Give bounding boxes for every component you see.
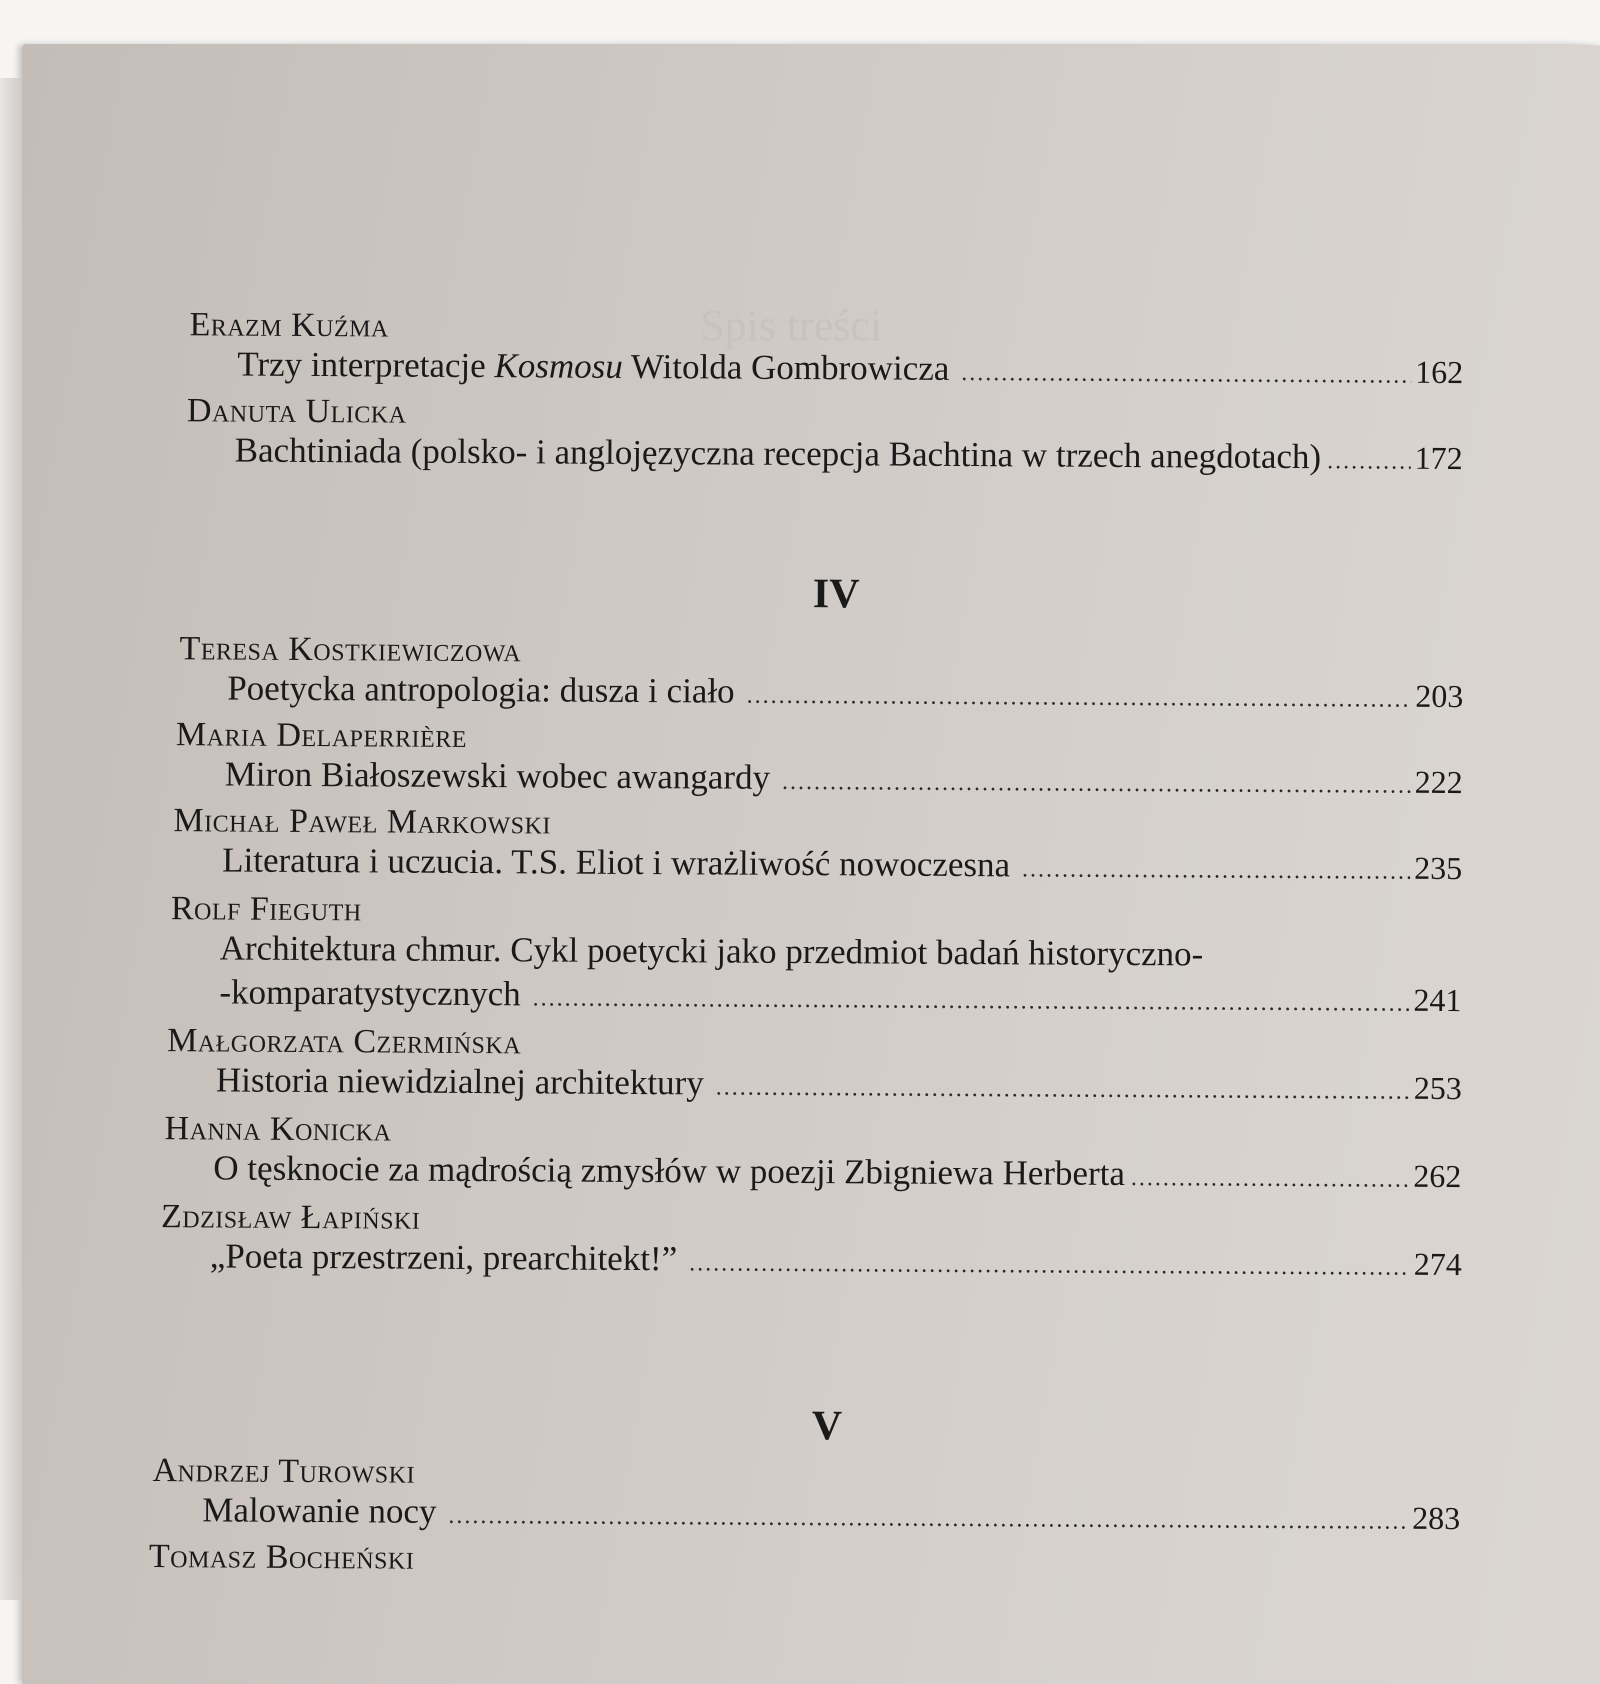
toc-page-number: 283	[1412, 1499, 1461, 1537]
toc-entry	[225, 754, 1463, 802]
leader-dots	[448, 1503, 1408, 1536]
section-heading: IV	[812, 571, 860, 618]
toc-entry	[235, 431, 1463, 479]
toc-author: Hanna Konicka	[164, 1110, 392, 1149]
toc-entry-title: Poetycka antropologia: dusza i ciało	[227, 668, 735, 711]
toc-page-number: 262	[1413, 1157, 1462, 1195]
toc-page-number: 274	[1413, 1245, 1462, 1283]
toc-entry	[210, 1236, 1462, 1284]
toc-page-number: 162	[1415, 353, 1464, 391]
toc-entry-title: Literatura i uczucia. T.S. Eliot i wrażliwość nowoczesna	[222, 840, 1011, 885]
toc-entry-title: O tęsknocie za mądrością zmysłów w poezji Zbigniewa Herberta	[213, 1148, 1126, 1193]
toc-author: Erazm Kuźma	[189, 306, 389, 345]
toc-page-number: 222	[1414, 763, 1463, 801]
leader-dots	[1022, 856, 1410, 885]
toc-author: Rolf Fieguth	[170, 890, 362, 929]
toc-entry	[222, 840, 1462, 888]
toc-entry	[227, 668, 1463, 716]
leader-dots	[1327, 448, 1411, 476]
leader-dots	[782, 769, 1411, 800]
toc-entry	[213, 1148, 1461, 1196]
show-through-heading: Spis treści	[700, 301, 883, 350]
toc-author: Zdzisław Łapiński	[160, 1198, 421, 1237]
leader-dots	[1131, 1165, 1410, 1194]
leader-dots	[747, 683, 1412, 714]
toc-entry-title: -komparatystycznych	[219, 972, 521, 1014]
leader-dots	[533, 985, 1410, 1017]
toc-entry-title: Trzy interpretacje Kosmosu Witolda Gombrowicza	[237, 344, 950, 388]
toc-page-number: 241	[1413, 981, 1462, 1019]
toc-entry-title: Bachtiniada (polsko- i anglojęzyczna recepcja Bachtina w trzech anegdotach)	[234, 430, 1322, 477]
toc-entry	[219, 972, 1461, 1020]
toc-author: Michał Paweł Markowski	[173, 802, 552, 842]
toc-entry-title-line: Architektura chmur. Cykl poetycki jako przedmiot badań historyczno-	[219, 928, 1204, 974]
toc-page-number: 172	[1414, 439, 1463, 477]
toc-author: Maria Delaperrière	[175, 716, 468, 755]
toc-page-number: 235	[1414, 849, 1463, 887]
toc-author: Tomasz Bocheński	[148, 1538, 415, 1577]
toc-author: Teresa Kostkiewiczowa	[179, 630, 522, 670]
toc-author: Małgorzata Czermińska	[167, 1022, 522, 1062]
toc-author: Andrzej Turowski	[152, 1452, 416, 1491]
toc-entry-title: Miron Białoszewski wobec awangardy	[224, 754, 771, 797]
toc-entry-title: Malowanie nocy	[202, 1490, 437, 1531]
toc-page-number: 203	[1415, 677, 1464, 715]
toc-entry-title: „Poeta przestrzeni, prearchitekt!”	[209, 1236, 678, 1279]
leader-dots	[716, 1074, 1410, 1105]
section-heading: V	[811, 1403, 843, 1450]
leader-dots	[961, 360, 1411, 390]
toc-entry	[216, 1060, 1462, 1108]
toc-entry	[202, 1490, 1460, 1538]
toc-entry-title: Historia niewidzialnej architektury	[215, 1060, 704, 1103]
toc-entry	[237, 345, 1463, 392]
toc-author: Danuta Ulicka	[186, 392, 407, 431]
leader-dots	[689, 1250, 1410, 1281]
toc-page-number: 253	[1413, 1069, 1462, 1107]
